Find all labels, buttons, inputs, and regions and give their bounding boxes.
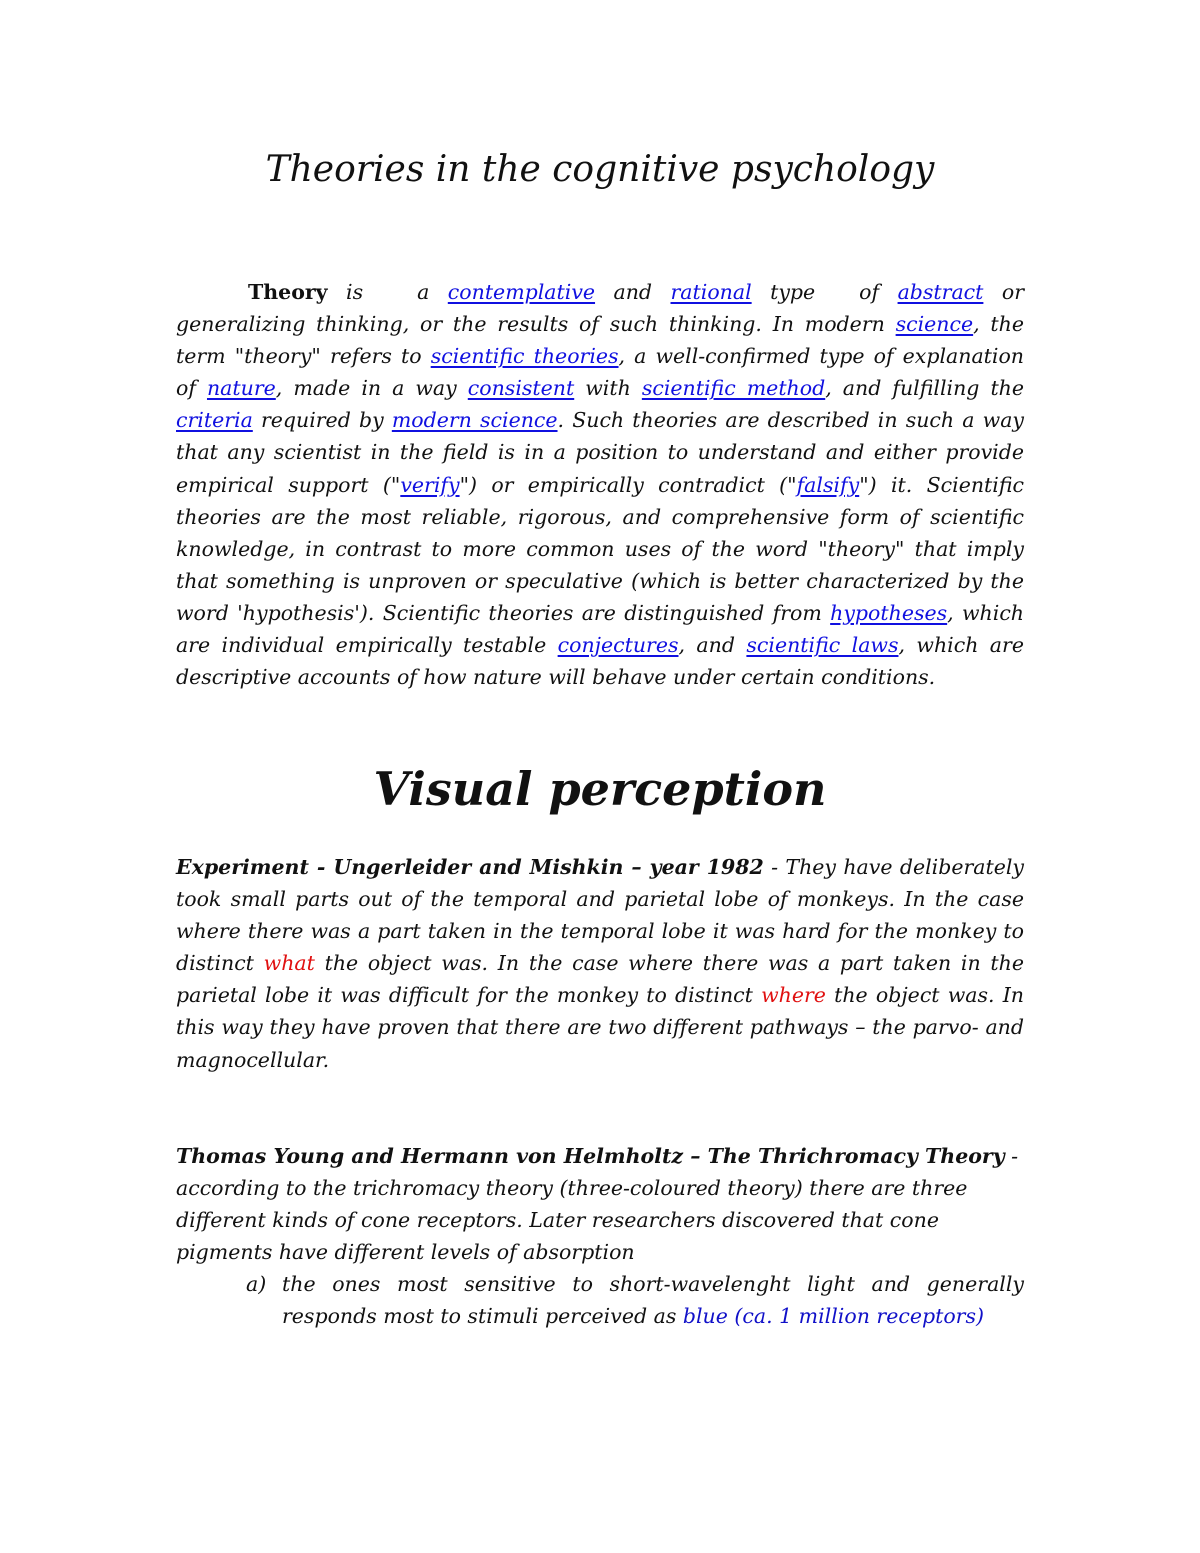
link-abstract[interactable]: abstract: [897, 280, 984, 304]
experiment-paragraph: Experiment - Ungerleider and Mishkin – year 1982 - They have deliberately took small parts out of the temporal and parietal lobe of monkeys. In the case where there was a part taken in the temporal lobe it was hard for the monkey to distinct what the object was. In the case where there was a part taken in the parietal lobe it was difficult for the monkey to distinct where the object was. In this way they have proven that there are two different pathways – the parvo- and magnocellular.: [176, 855, 1025, 1072]
highlight-blue: blue (ca. 1 million receptors): [682, 1304, 984, 1329]
trichromacy-paragraph: Thomas Young and Hermann von Helmholtz – The Thrichromacy Theory - according to the trichromacy theory (three-coloured theory) there are three different kinds of cone receptors. Later researchers discovered that cone pigments have different levels of absorption: [176, 1144, 1019, 1265]
section-heading-visual-perception: Visual perception: [373, 762, 827, 816]
link-modern-science[interactable]: modern science: [391, 408, 558, 433]
link-criteria[interactable]: criteria: [176, 408, 253, 433]
link-consistent[interactable]: consistent: [467, 376, 575, 401]
theory-paragraph: Theory is a contemplative and rational type of abstract or generalizing thinking, or the results of such thinking. In modern science, the term "theory" refers to scientific theories, a well-confirmed type of explanation of nature, made in a way consistent with scientific method, and fulfilling the criteria required by modern science. Such theories are described in such a way that any scientist in the field is in a position to understand and either provide empirical support ("verify") or empirically contradict ("falsify") it. Scientific theories are the most reliable, rigorous, and comprehensive form of scientific knowledge, in contrast to more common uses of the word "theory" that imply that something is unproven or speculative (which is better characterized by the word 'hypothesis'). Scientific theories are distinguished from hypotheses, which are individual empirically testable conjectures, and scientific laws, which are descriptive accounts of how nature will behave under certain conditions.: [176, 280, 1025, 690]
highlight-what: what: [263, 951, 315, 976]
link-scientific-theories[interactable]: scientific theories: [430, 344, 619, 369]
theory-term: Theory: [248, 280, 328, 304]
link-science[interactable]: science: [895, 312, 974, 337]
link-verify[interactable]: verify: [400, 472, 460, 497]
list-marker: a): [246, 1272, 267, 1296]
link-rational[interactable]: rational: [670, 280, 752, 304]
list-item-text: the ones most sensitive to short-wavelenght light and generally responds most to stimuli perceived as blue (ca. 1 million receptors): [282, 1272, 1024, 1329]
highlight-where: where: [761, 983, 826, 1008]
link-scientific-laws[interactable]: scientific laws: [746, 633, 899, 658]
trichromacy-lead: Thomas Young and Hermann von Helmholtz – The Thrichromacy Theory: [176, 1144, 1005, 1168]
experiment-lead: Experiment - Ungerleider and Mishkin – year 1982: [176, 855, 764, 879]
link-scientific-method[interactable]: scientific method: [641, 376, 826, 401]
link-nature[interactable]: nature: [206, 376, 276, 401]
link-contemplative[interactable]: contemplative: [447, 280, 596, 304]
link-hypotheses[interactable]: hypotheses: [830, 600, 948, 625]
link-falsify[interactable]: falsify: [796, 472, 860, 497]
link-conjectures[interactable]: conjectures: [557, 633, 679, 658]
list-item: [246, 1268, 1024, 1332]
document-title: Theories in the cognitive psychology: [265, 149, 935, 190]
